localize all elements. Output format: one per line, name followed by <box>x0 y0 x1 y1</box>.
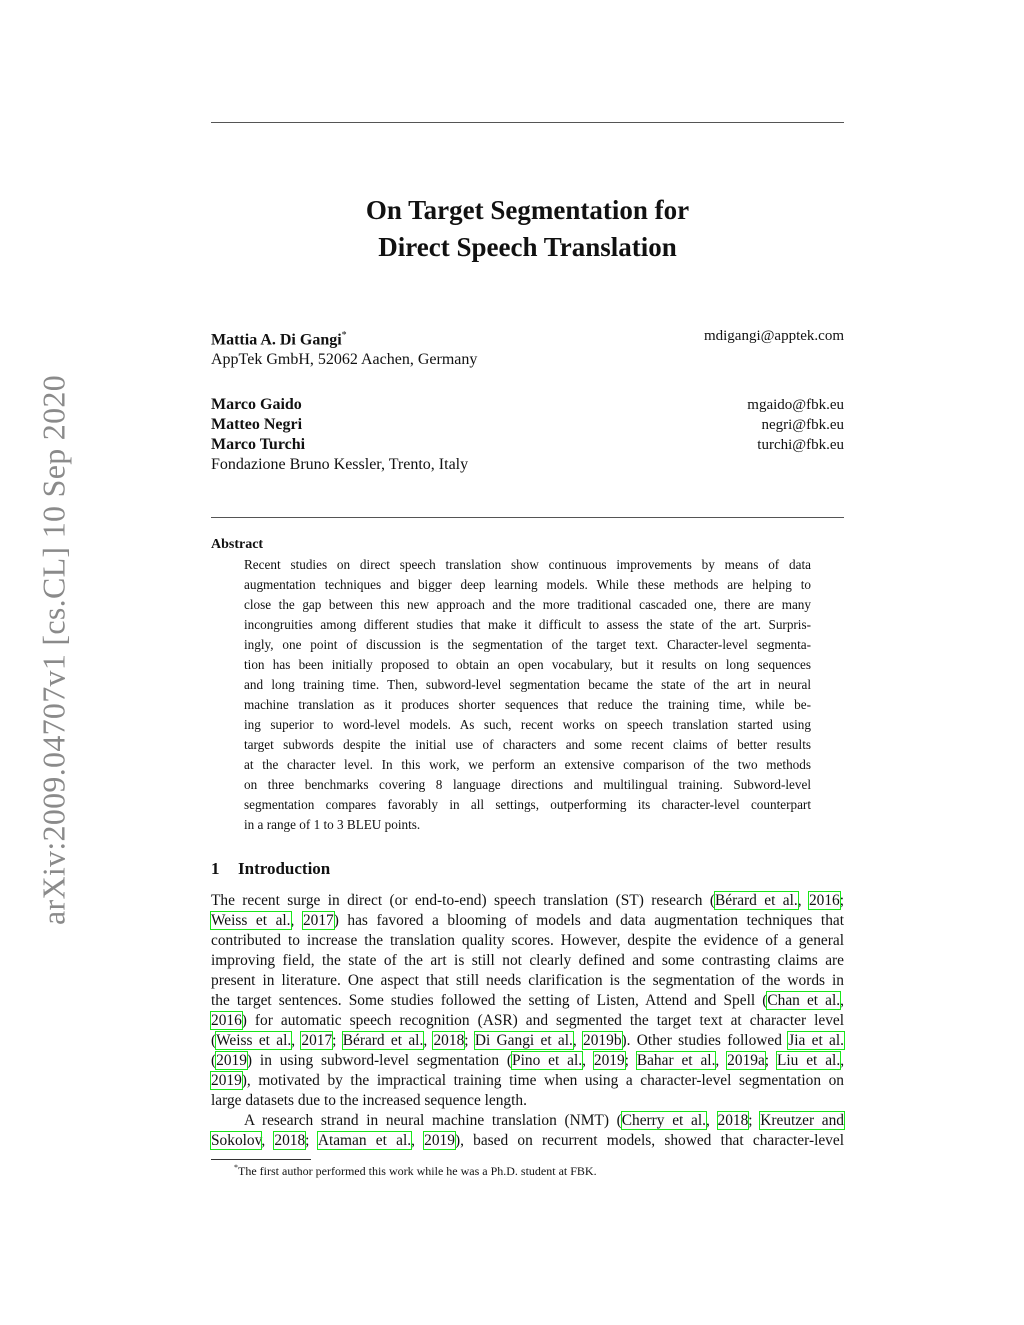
top-rule <box>211 122 844 123</box>
author-name: Marco Gaido <box>211 396 302 413</box>
title-line-1: On Target Segmentation for <box>365 195 690 225</box>
intro-line: improving field, the state of the art is still not clearly defined and some contrasting claims are <box>211 952 844 969</box>
text-run: ) for automatic speech recognition (ASR) and segmented the target text at character level <box>241 1012 844 1029</box>
citation-year-link[interactable]: 2019a <box>727 1052 765 1069</box>
author-footnote-mark: * <box>341 330 347 341</box>
intro-body <box>211 891 844 1151</box>
citation-year-link[interactable]: 2017 <box>301 1032 333 1049</box>
author-email[interactable]: negri@fbk.eu <box>761 417 844 433</box>
text-run: ) in using subword-level segmentation ( <box>246 1052 513 1069</box>
abstract-line: ing superior to word-level models. As such, recent works on speech translation started using <box>244 717 811 732</box>
intro-line: contributed to increase the translation quality scores. However, despite the evidence of a general <box>211 932 844 949</box>
text-run: ) has favored a blooming of models and data augmentation techniques that <box>333 912 845 929</box>
intro-line: large datasets due to the increased sequence length. <box>211 1092 527 1109</box>
citation-link[interactable]: Weiss et al. <box>216 1032 292 1049</box>
author-block-fbk <box>211 395 844 475</box>
section-number: 1 <box>211 859 220 878</box>
abstract-line: incongruities among different studies that make it difficult to assess the state of the art. Surpris- <box>244 617 811 632</box>
citation-year-link[interactable]: 2016 <box>808 892 840 909</box>
intro-line: The recent surge in direct (or end-to-end) speech translation (ST) research (Bérard et al., 2016; <box>211 892 844 909</box>
abstract-line: segmentation compares favorably in all settings, outperforming its character-level counterpart <box>244 797 811 812</box>
citation-year-link[interactable]: 2019 <box>211 1072 242 1089</box>
citation-year-link[interactable]: 2018 <box>274 1132 306 1149</box>
text-run: ), motivated by the impractical training time when using a character-level segmentation on <box>241 1072 844 1089</box>
citation-link[interactable]: Jia et al. <box>788 1032 845 1049</box>
citation-link[interactable]: Ataman et al. <box>317 1132 412 1149</box>
citation-link[interactable]: Chan et al. <box>767 992 841 1009</box>
text-run: The recent surge in direct (or end-to-end) speech translation (ST) research ( <box>211 892 715 909</box>
abstract-line: target subwords despite the initial use of characters and some recent claims of better results <box>244 737 811 752</box>
footnote-rule <box>211 1159 311 1160</box>
footnote-mark: * <box>234 1163 238 1172</box>
abstract-line: augmentation techniques and bigger deep learning models. While these methods are helping to <box>244 577 811 592</box>
citation-year-link[interactable]: 2019 <box>593 1052 625 1069</box>
abstract-line: and long training time. Then, subword-level segmentation became the state of the art in neural <box>244 677 811 692</box>
abstract-heading: Abstract <box>211 537 264 552</box>
abstract-body <box>244 555 811 835</box>
abstract-line: machine translation as it produces shorter sequences that reduce the training time, while be- <box>244 697 811 712</box>
abstract-line: on three benchmarks covering 8 language directions and multilingual training. Subword-level <box>244 777 811 792</box>
abstract-line: ingly, one point of discussion is the segmentation of the target text. Character-level segmenta- <box>244 637 811 652</box>
citation-year-link[interactable]: 2017 <box>302 912 334 929</box>
abstract-line: at the character level. In this work, we perform an extensive comparison of the two methods <box>244 757 811 772</box>
title-line-2: Direct Speech Translation <box>378 232 677 262</box>
text-run: ). Other studies followed <box>621 1032 789 1049</box>
author-email[interactable]: mdigangi@apptek.com <box>703 328 844 344</box>
abstract-line: in a range of 1 to 3 BLEU points. <box>244 817 421 832</box>
citation-link[interactable]: Liu et al. <box>776 1052 841 1069</box>
paper-title <box>211 192 844 266</box>
text-run: ), based on recurrent models, showed that character-level <box>454 1132 844 1149</box>
intro-line: A research strand in neural machine translation (NMT) (Cherry et al., 2018; Kreutzer and <box>244 1112 844 1129</box>
intro-line: Sokolov, 2018; Ataman et al., 2019), based on recurrent models, showed that character-level <box>211 1132 844 1149</box>
citation-link[interactable]: Kreutzer and <box>760 1112 844 1129</box>
intro-line <box>211 1071 844 1091</box>
abstract-rule <box>211 517 844 518</box>
citation-year-link[interactable]: 2016 <box>211 1012 242 1029</box>
section-title: Introduction <box>238 859 331 878</box>
footnote-text: The first author performed this work while he was a Ph.D. student at FBK. <box>238 1164 597 1178</box>
citation-link[interactable]: Sokolov <box>211 1132 262 1149</box>
citation-year-link[interactable]: 2018 <box>717 1112 749 1129</box>
author-affiliation: AppTek GmbH, 52062 Aachen, Germany <box>211 351 478 369</box>
intro-line: (2019) in using subword-level segmentation (Pino et al., 2019; Bahar et al., 2019a; Liu et al., <box>211 1052 845 1069</box>
author-email[interactable]: mgaido@fbk.eu <box>747 397 844 413</box>
citation-link[interactable]: Weiss et al. <box>211 912 291 929</box>
citation-year-link[interactable]: 2019b <box>583 1032 622 1049</box>
author-block-first <box>211 326 844 370</box>
author-name: Matteo Negri <box>211 416 303 433</box>
text-run: the target sentences. Some studies followed the setting of Listen, Attend and Spell ( <box>211 992 768 1009</box>
intro-line: (Weiss et al., 2017; Bérard et al., 2018; Di Gangi et al., 2019b). Other studies followed Jia et al. <box>211 1032 845 1049</box>
footnote <box>234 1163 597 1179</box>
abstract-line: close the gap between this new approach and the more traditional cascaded one, there are many <box>244 597 811 612</box>
citation-link[interactable]: Di Gangi et al. <box>474 1032 573 1049</box>
citation-link[interactable]: Pino et al. <box>512 1052 583 1069</box>
author-affiliation: Fondazione Bruno Kessler, Trento, Italy <box>211 456 469 473</box>
abstract-line: tion has been initially proposed to obtain an open vocabulary, but it results on long sequences <box>244 657 811 672</box>
author-name <box>211 326 347 350</box>
citation-link[interactable]: Bérard et al. <box>714 892 798 909</box>
text-run: ; <box>839 892 844 909</box>
abstract-line: Recent studies on direct speech translation show continuous improvements by means of data <box>244 557 811 572</box>
citation-link[interactable]: Cherry et al. <box>621 1112 706 1129</box>
author-email[interactable]: turchi@fbk.eu <box>757 437 844 453</box>
citation-link[interactable]: Bahar et al. <box>636 1052 716 1069</box>
author-name-text: Mattia A. Di Gangi <box>211 331 342 349</box>
citation-year-link[interactable]: 2019 <box>216 1052 247 1069</box>
author-name: Marco Turchi <box>211 436 306 453</box>
intro-line <box>211 1011 844 1031</box>
text-run: A research strand in neural machine translation (NMT) ( <box>244 1112 622 1129</box>
citation-year-link[interactable]: 2019 <box>424 1132 455 1149</box>
section-heading <box>211 859 330 879</box>
intro-line: Weiss et al., 2017) has favored a blooming of models and data augmentation techniques that <box>211 912 845 929</box>
citation-year-link[interactable]: 2018 <box>433 1032 465 1049</box>
arxiv-stamp[interactable]: arXiv:2009.04707v1 [cs.CL] 10 Sep 2020 <box>35 375 72 926</box>
intro-line: present in literature. One aspect that still needs clarification is the segmentation of the words in <box>211 972 844 989</box>
citation-link[interactable]: Bérard et al. <box>342 1032 424 1049</box>
intro-line: the target sentences. Some studies followed the setting of Listen, Attend and Spell (Chan et al., <box>211 992 844 1009</box>
